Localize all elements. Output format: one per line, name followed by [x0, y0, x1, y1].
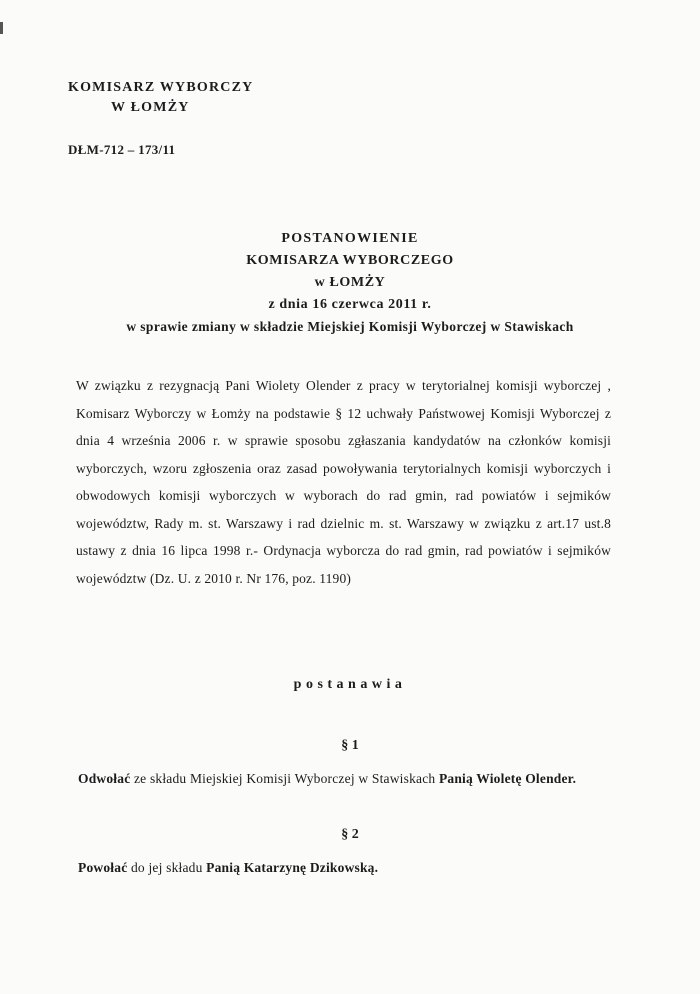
- reference-number: DŁM-712 – 173/11: [68, 142, 176, 157]
- decision-title: [0, 228, 700, 338]
- section-1-verb: Odwołać: [78, 771, 131, 786]
- section-1-person: Panią Wioletę Olender.: [438, 771, 577, 786]
- authority-name: KOMISARZ WYBORCZY: [68, 80, 254, 95]
- section-2-mark: § 2: [341, 827, 359, 842]
- title-date: z dnia 16 czerwca 2011 r.: [268, 297, 432, 312]
- section-2-verb: Powołać: [78, 860, 128, 875]
- decision-word: postanawia: [293, 677, 407, 692]
- section-2-text: do jej składu: [127, 860, 207, 875]
- title-subject: w sprawie zmiany w składzie Miejskiej Komisji Wyborczej w Stawiskach: [126, 319, 574, 334]
- section-2-person: Panią Katarzynę Dzikowską.: [206, 860, 379, 875]
- section-2-clause: [78, 853, 608, 883]
- title-line-1: POSTANOWIENIE: [281, 231, 419, 246]
- title-line-2: KOMISARZA WYBORCZEGO: [246, 253, 454, 268]
- preamble-paragraph: W związku z rezygnacją Pani Wiolety Olender z pracy w terytorialnej komisji wyborczej , Komisarz Wyborczy w Łomży na podstawie § 12 uchwały Państwowej Komisji Wyborczej z dnia 4 września 2006 r. w sprawie sposobu zgłaszania kandydatów na członków komisji wyborczych, wzoru zgłoszenia oraz zasad powoływania terytorialnych komisji wyborczych i obwodowych komisji wyborczych w wyborach do rad gmin, rad powiatów i sejmików województw, Rady m. st. Warszawy i rad dzielnic m. st. Warszawy w związku z art.17 ust.8 ustawy z dnia 16 lipca 1998 r.- Ordynacja wyborcza do rad gmin, rad powiatów i sejmików województw (Dz. U. z 2010 r. Nr 176, poz. 1190): [76, 378, 611, 586]
- section-1-mark: § 1: [341, 738, 359, 753]
- title-line-3: w ŁOMŻY: [314, 275, 386, 290]
- section-1-clause: [78, 764, 608, 794]
- authority-location: W ŁOMŻY: [111, 100, 190, 115]
- section-1-text: ze składu Miejskiej Komisji Wyborczej w Stawiskach: [130, 771, 439, 786]
- scan-edge-mark: [0, 22, 3, 34]
